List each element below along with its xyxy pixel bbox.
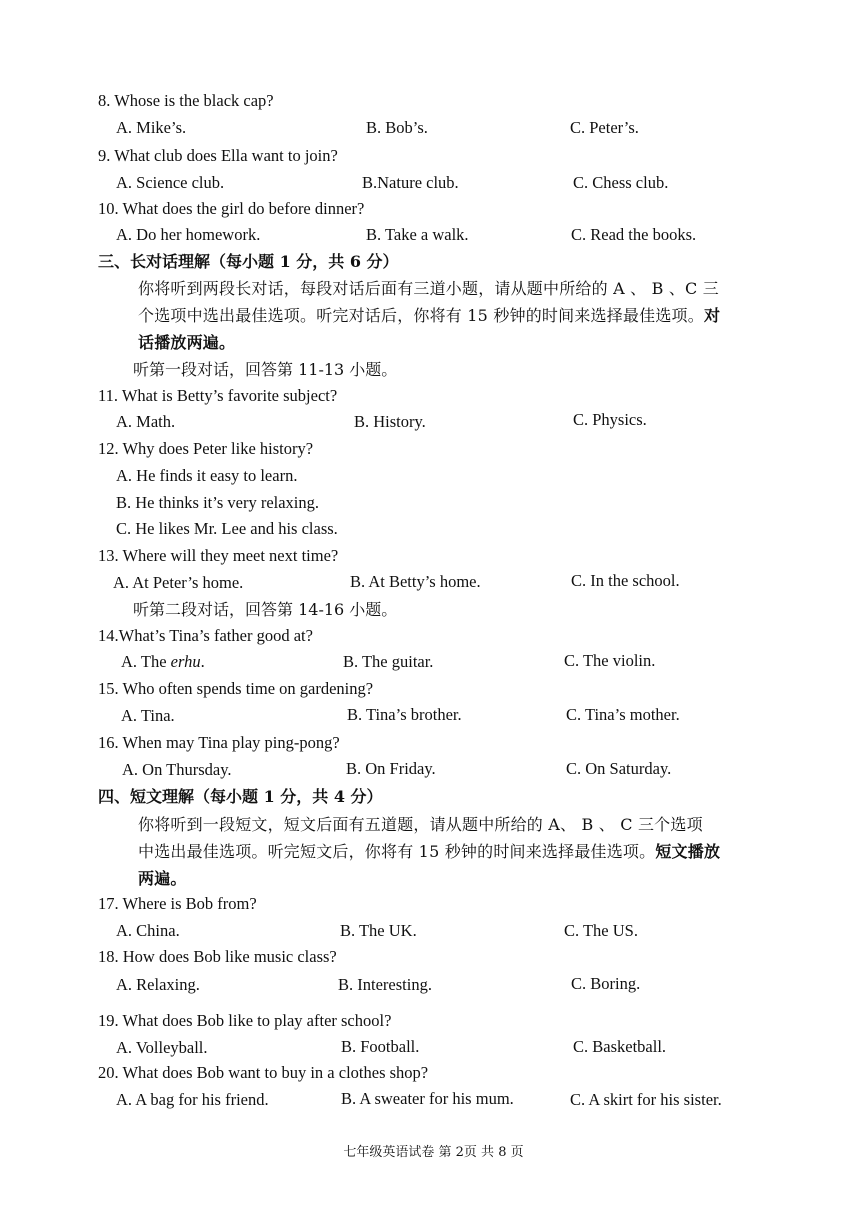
q8-option-c: C. Peter’s. [570, 118, 639, 137]
q9-option-c: C. Chess club. [573, 173, 669, 192]
section-4-instruction-line-1: 你将听到一段短文，短文后面有五道题，请从题中所给的 A、 B 、 C 三个选项 [138, 815, 703, 834]
q18-option-b: B. Interesting. [338, 975, 432, 994]
q8-option-a: A. Mike’s. [116, 118, 187, 137]
q10-option-a: A. Do her homework. [116, 225, 261, 244]
q11-option-c: C. Physics. [573, 410, 647, 429]
q20-option-c: C. A skirt for his sister. [570, 1090, 722, 1109]
question-8: 8. Whose is the black cap? [98, 91, 274, 110]
q18-option-c: C. Boring. [571, 974, 641, 993]
question-16: 16. When may Tina play ping-pong? [98, 733, 340, 752]
q19-option-c: C. Basketball. [573, 1037, 667, 1056]
page-footer: 七年级英语试卷 第 2页 共 8 页 [343, 1145, 524, 1160]
section-3-subheading-2: 听第二段对话，回答第 14-16 小题。 [133, 600, 398, 619]
q13-option-a: A. At Peter’s home. [113, 573, 244, 592]
q20-option-b: B. A sweater for his mum. [341, 1089, 514, 1108]
q17-option-b: B. The UK. [340, 921, 417, 940]
q17-option-a: A. China. [116, 921, 180, 940]
section-4-instruction-line-3: 两遍。 [138, 869, 187, 888]
q12-option-a: A. He finds it easy to learn. [116, 466, 298, 485]
q14-option-b: B. The guitar. [343, 652, 434, 671]
q14-option-c: C. The violin. [564, 651, 656, 670]
question-18: 18. How does Bob like music class? [98, 947, 337, 966]
q11-option-a: A. Math. [116, 412, 176, 431]
question-19: 19. What does Bob like to play after school? [98, 1011, 392, 1030]
section-4-instruction-line-2: 中选出最佳选项。听完短文后，你将有 15 秒钟的时间来选择最佳选项。短文播放 [138, 842, 721, 861]
q15-option-b: B. Tina’s brother. [347, 705, 462, 724]
q9-option-a: A. Science club. [116, 173, 225, 192]
question-11: 11. What is Betty’s favorite subject? [98, 386, 338, 405]
q19-option-b: B. Football. [341, 1037, 420, 1056]
q13-option-b: B. At Betty’s home. [350, 572, 481, 591]
q10-option-c: C. Read the books. [571, 225, 697, 244]
question-9: 9. What club does Ella want to join? [98, 146, 338, 165]
q8-option-b: B. Bob’s. [366, 118, 428, 137]
q12-option-b: B. He thinks it’s very relaxing. [116, 493, 320, 512]
question-10: 10. What does the girl do before dinner? [98, 199, 365, 218]
q16-option-c: C. On Saturday. [566, 759, 672, 778]
section-3-heading: 三、长对话理解（每小题 1 分，共 6 分） [98, 252, 399, 271]
section-3-instruction-line-3: 话播放两遍。 [138, 333, 236, 352]
section-3-instruction-line-2: 个选项中选出最佳选项。听完对话后，你将有 15 秒钟的时间来选择最佳选项。对 [138, 306, 721, 325]
question-12: 12. Why does Peter like history? [98, 439, 314, 458]
q18-option-a: A. Relaxing. [116, 975, 200, 994]
question-13: 13. Where will they meet next time? [98, 546, 339, 565]
q19-option-a: A. Volleyball. [116, 1038, 208, 1057]
question-17: 17. Where is Bob from? [98, 894, 257, 913]
section-4-heading: 四、短文理解（每小题 1 分，共 4 分） [98, 787, 383, 806]
question-14: 14.What’s Tina’s father good at? [98, 626, 313, 645]
q20-option-a: A. A bag for his friend. [116, 1090, 269, 1109]
q11-option-b: B. History. [354, 412, 426, 431]
q16-option-b: B. On Friday. [346, 759, 436, 778]
q13-option-c: C. In the school. [571, 571, 680, 590]
section-3-subheading-1: 听第一段对话，回答第 11-13 小题。 [133, 360, 398, 379]
q17-option-c: C. The US. [564, 921, 638, 940]
section-3-instruction-line-1: 你将听到两段长对话，每段对话后面有三道小题，请从题中所给的 A 、 B 、C 三 [138, 279, 719, 298]
q10-option-b: B. Take a walk. [366, 225, 469, 244]
question-15: 15. Who often spends time on gardening? [98, 679, 374, 698]
q15-option-a: A. Tina. [121, 706, 175, 725]
q16-option-a: A. On Thursday. [122, 760, 232, 779]
q12-option-c: C. He likes Mr. Lee and his class. [116, 519, 338, 538]
q15-option-c: C. Tina’s mother. [566, 705, 680, 724]
q9-option-b: B.Nature club. [362, 173, 459, 192]
q14-option-a: A. The erhu. [121, 652, 205, 671]
question-20: 20. What does Bob want to buy in a clothes shop? [98, 1063, 429, 1082]
